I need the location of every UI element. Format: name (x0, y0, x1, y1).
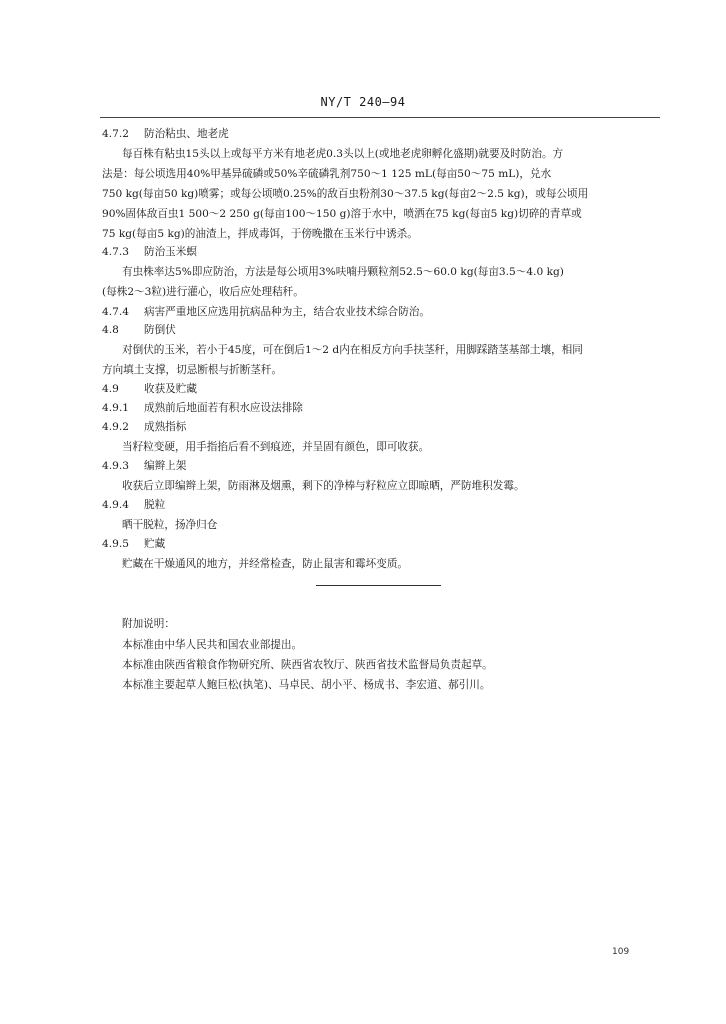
notes-title: 附加说明： (122, 618, 175, 630)
paragraph-line: 750 kg(每亩50 kg)喷雾；或每公顷喷0.25%的敌百虫粉剂30～37.5 kg(每亩2～2.5 kg)，或每公顷用 (102, 188, 589, 200)
section-title: 成熟指标 (144, 421, 187, 433)
section-heading-4-9-5 (102, 537, 165, 551)
paragraph-line: 收获后立即编辫上架，防雨淋及烟熏，剩下的净棒与籽粒应立即晾晒，严防堆积发霉。 (122, 480, 525, 492)
section-number: 4.8 (102, 324, 119, 336)
section-title: 防治玉米螟 (144, 246, 197, 258)
paragraph-line: 90%固体敌百虫1 500～2 250 g(每亩100～150 g)溶于水中，喷洒在75 kg(每亩5 kg)切碎的青草或 (102, 208, 582, 220)
section-heading-4-7-3 (102, 245, 197, 259)
section-title: 贮藏 (144, 538, 166, 550)
section-number: 4.9.5 (102, 538, 129, 550)
section-number: 4.7.3 (102, 246, 129, 258)
header-rule (100, 117, 660, 118)
paragraph-line: 贮藏在干燥通风的地方，并经常检查，防止鼠害和霉坏变质。 (122, 558, 409, 570)
section-heading-4-9-3 (102, 459, 186, 473)
section-title: 脱粒 (144, 499, 166, 511)
section-number: 4.9 (102, 383, 119, 395)
section-heading-4-9 (102, 382, 197, 396)
standard-number: NY/T 240—94 (320, 95, 406, 109)
section-heading-4-8 (102, 323, 176, 337)
notes-line: 本标准由陕西省粮食作物研究所、陕西省农牧厅、陕西省技术监督局负责起草。 (122, 659, 493, 671)
section-number: 4.9.1 (102, 402, 129, 414)
paragraph-line: 法是：每公顷选用40%甲基异硫磷或50%辛硫磷乳剂750～1 125 mL(每亩50～75 mL)，兑水 (102, 168, 552, 180)
section-number: 4.9.3 (102, 460, 129, 472)
page-number: 109 (612, 947, 630, 957)
section-text: 成熟前后地面若有积水应设法排除 (144, 402, 303, 414)
paragraph-line: 有虫株率达5%即应防治，方法是每公顷用3%呋喃丹颗粒剂52.5～60.0 kg(每亩3.5～4.0 kg) (122, 266, 564, 278)
section-text: 病害严重地区应选用抗病品种为主，结合农业技术综合防治。 (144, 306, 431, 318)
section-divider (316, 585, 441, 586)
section-number: 4.9.2 (102, 421, 129, 433)
notes-line: 本标准由中华人民共和国农业部提出。 (122, 639, 303, 651)
section-title: 防倒伏 (144, 324, 176, 336)
section-heading-4-9-4 (102, 498, 165, 512)
section-heading-4-7-2 (102, 127, 229, 141)
paragraph-line: 每百株有粘虫15头以上或每平方米有地老虎0.3头以上(或地老虎卵孵化盛期)就要及时防治。方 (122, 148, 564, 160)
section-title: 编辫上架 (144, 460, 187, 472)
section-title: 防治粘虫、地老虎 (144, 128, 229, 140)
paragraph-line: 方向填土支撑，切忌断根与折断茎秆。 (102, 364, 283, 376)
section-number: 4.7.2 (102, 128, 129, 140)
section-title: 收获及贮藏 (144, 383, 197, 395)
section-heading-4-9-2 (102, 420, 186, 434)
notes-line: 本标准主要起草人鲍巨松(执笔)、马卓民、胡小平、杨成书、李宏道、郝引川。 (122, 679, 491, 691)
section-number: 4.7.4 (102, 306, 129, 318)
section-4-9-1 (102, 401, 303, 415)
section-4-7-4 (102, 305, 430, 319)
paragraph-line: 当籽粒变硬，用手指掐后看不到痕迹，并呈固有颜色，即可收获。 (122, 441, 430, 453)
paragraph-line: 对倒伏的玉米，若小于45度，可在倒后1～2 d内在相反方向手扶茎秆，用脚踩踏茎基部土壤，相同 (122, 344, 583, 356)
section-number: 4.9.4 (102, 499, 129, 511)
paragraph-line: 75 kg(每亩5 kg)的油渣上，拌成毒饵，于傍晚撒在玉米行中诱杀。 (102, 228, 418, 240)
paragraph-line: 晒干脱粒，扬净归仓 (122, 519, 218, 531)
paragraph-line: (每株2～3粒)进行灌心，收后应处理秸秆。 (102, 286, 304, 298)
